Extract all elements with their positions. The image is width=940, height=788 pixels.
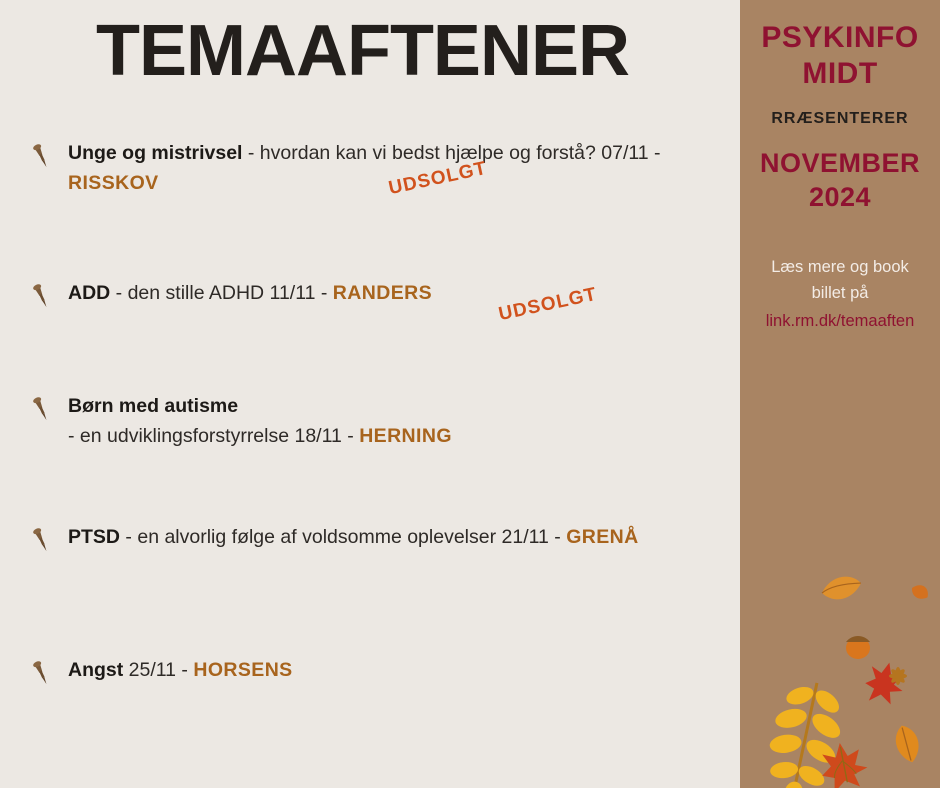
status-badge: UDSOLGT — [496, 283, 599, 326]
event-text — [68, 138, 720, 198]
year-label: 2024 — [808, 182, 872, 212]
month-label: NOVEMBER — [759, 148, 920, 178]
event-text — [68, 522, 720, 552]
event-list — [0, 138, 740, 751]
event-place: RISSKOV — [68, 172, 159, 194]
event-place: RANDERS — [332, 282, 433, 304]
event-description: - en udviklingsforstyrrelse 18/11 - — [68, 425, 360, 447]
event-text — [68, 278, 720, 326]
event-description: 25/11 - — [123, 659, 194, 681]
brand-line-1: PSYKINFO — [761, 21, 919, 54]
event-text — [68, 391, 720, 451]
list-item — [0, 278, 740, 391]
leaf-icon — [893, 723, 921, 764]
read-more-line-2: billet på — [811, 284, 869, 302]
leaves-svg — [740, 458, 940, 788]
list-item — [0, 391, 740, 522]
event-title: ADD — [68, 282, 111, 304]
presents-label: RRÆSENTERER — [771, 110, 909, 127]
read-more-text — [740, 254, 940, 334]
brand-name — [740, 20, 940, 92]
event-text — [68, 655, 720, 685]
leaf-icon — [889, 667, 907, 685]
pushpin-icon — [26, 661, 54, 689]
pushpin-icon — [26, 284, 54, 312]
leaf-icon — [909, 582, 931, 602]
leaf-icon — [819, 571, 864, 605]
event-title: PTSD — [68, 526, 121, 548]
leaf-icon — [846, 636, 870, 659]
event-description: - den stille ADHD 11/11 - — [110, 282, 333, 304]
pushpin-icon — [26, 397, 54, 425]
event-description: - hvordan kan vi bedst hjælpe og forstå? 07/11 - — [242, 142, 661, 164]
sidebar — [740, 0, 940, 788]
autumn-leaves-decoration — [740, 458, 940, 788]
list-item — [0, 138, 740, 278]
leaf-icon — [818, 740, 870, 788]
list-item — [0, 522, 740, 655]
event-place: GRENÅ — [566, 526, 639, 548]
date-block — [740, 146, 940, 214]
event-description: - en alvorlig følge af voldsomme oplevelser 21/11 - — [120, 526, 567, 548]
booking-link[interactable]: link.rm.dk/temaaften — [765, 312, 915, 330]
read-more-line-1: Læs mere og book — [771, 258, 909, 276]
pushpin-icon — [26, 528, 54, 556]
event-place: HORSENS — [193, 659, 293, 681]
pushpin-icon — [26, 144, 54, 172]
event-place: HERNING — [359, 425, 452, 447]
event-title: Børn med autisme — [68, 395, 239, 417]
page-title: TEMAAFTENER — [96, 11, 629, 91]
leaf-icon — [756, 675, 853, 788]
event-title: Unge og mistrivsel — [68, 142, 243, 164]
status-badge: UDSOLGT — [386, 157, 489, 200]
list-item — [0, 655, 740, 751]
event-title: Angst — [68, 659, 124, 681]
leaf-icon — [861, 658, 909, 708]
brand-line-2: MIDT — [802, 57, 878, 90]
